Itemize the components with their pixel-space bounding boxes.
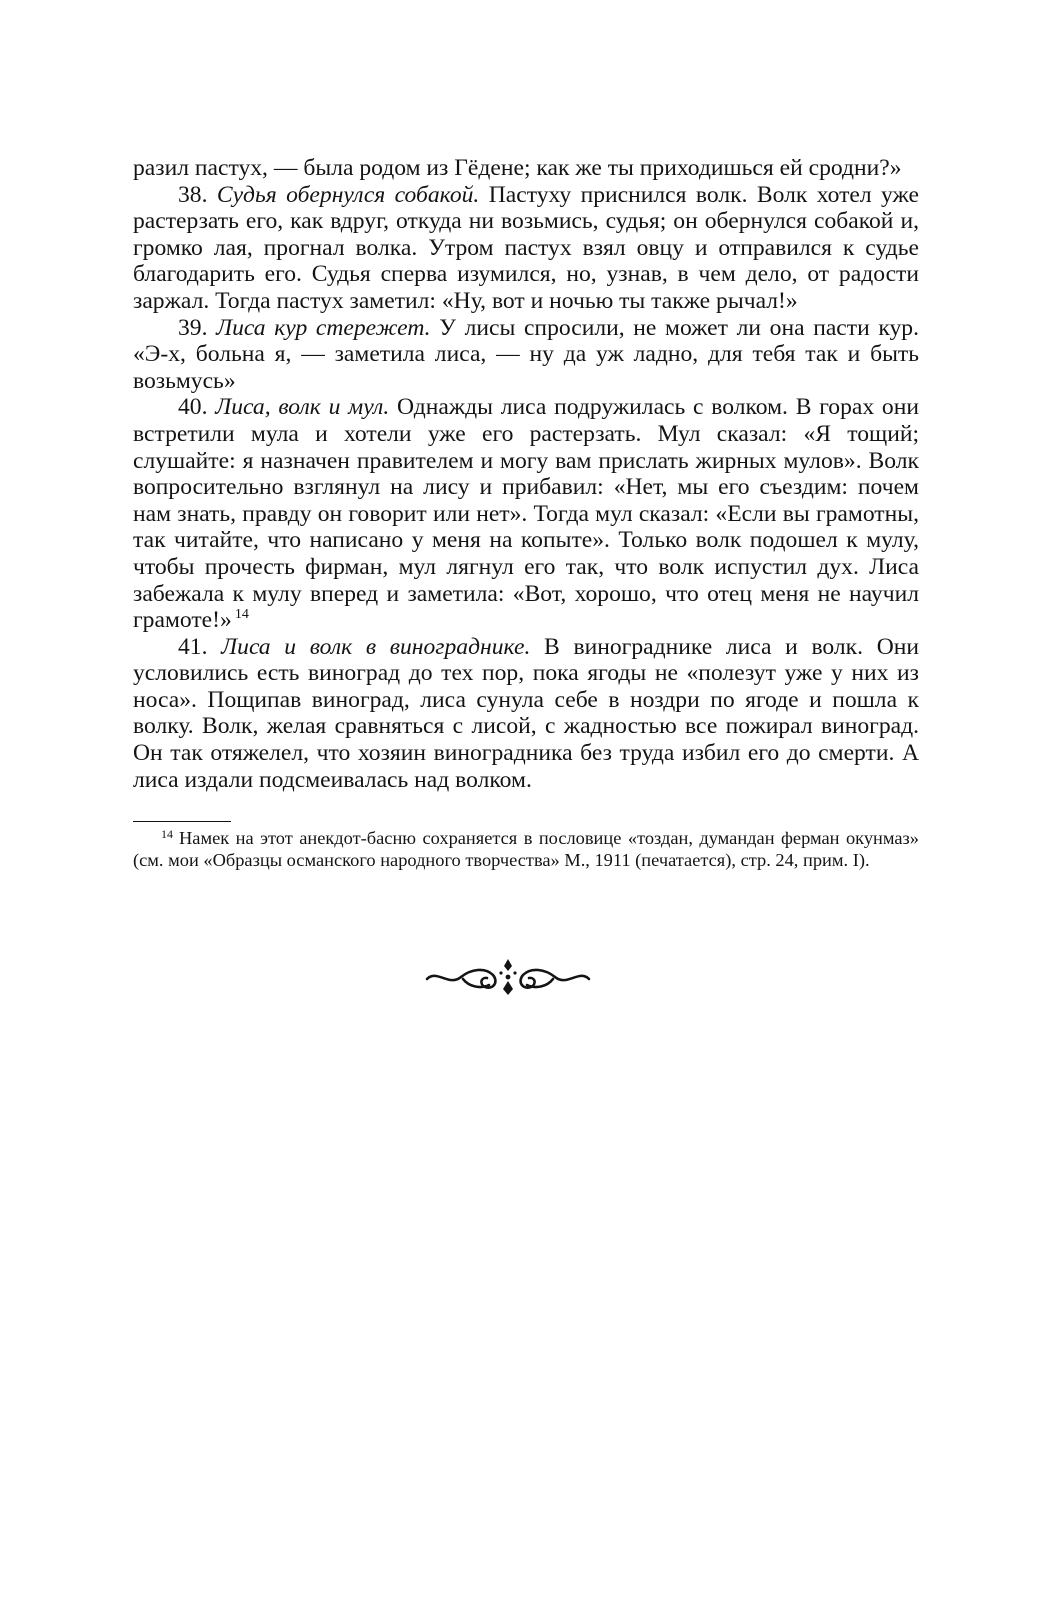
story-title: Судья обернулся собакой. xyxy=(216,181,480,208)
story-number: 39. xyxy=(178,314,208,341)
paragraph-38 xyxy=(133,182,919,315)
story-number: 41. xyxy=(178,633,208,660)
paragraph-text: Однажды лиса подружилась с волком. В горах они встретили мула и хотели уже его растерзать. Мул сказал: «Я тощий; слушайте: я назначен правителем и могу вам прислать жирных мулов». Волк вопросительно взглянул на лису и прибавил: «Нет, мы его съездим: почем нам знать, правду он говорит или нет». Тогда мул сказал: «Если вы грамотны, так читайте, что написано у меня на копыте». Только волк подошел к мулу, чтобы прочесть фирман, мул лягнул его так, что волк испустил дух. Лиса забежала к мулу вперед и заметила: «Вот, хорошо, что отец меня не научил грамоте!» xyxy=(133,394,919,634)
paragraph-text: разил пастух, — была родом из Гёдене; как же ты приходишься ей сродни?» xyxy=(133,155,902,181)
body-text xyxy=(133,155,919,793)
footnote-text-block xyxy=(133,828,919,871)
paragraph-text: В винограднике лиса и волк. Они условились есть виноград до тех пор, пока ягоды не «полезут уже у них из носа». Пощипав виноград, лиса сунула себе в ноздри по ягоде и пошла к волку. Волк, желая сравняться с лисой, с жадностью все пожирал виноград. Он так отяжелел, что хозяин виноградника без труда избил его до смерти. А лиса издали подсмеивалась над волком. xyxy=(133,633,920,793)
footnote-reference[interactable]: 14 xyxy=(234,607,249,623)
paragraph-continuation xyxy=(133,155,919,182)
footnote-divider xyxy=(133,821,231,822)
paragraph-41 xyxy=(133,634,919,794)
story-title: Лиса кур стережет. xyxy=(216,314,431,341)
story-title: Лиса и волк в винограднике. xyxy=(221,633,531,660)
paragraph-text: Пастуху приснился волк. Волк хотел уже растерзать его, как вдруг, откуда ни возьмись, судья; он обернулся собакой и, громко лая, прогнал волка. Утром пастух взял овцу и отправился к судье благодарить его. Судья сперва изумился, но, узнав, в чем дело, от радости заржал. Тогда пастух заметил: «Ну, вот и ночью ты также рычал!» xyxy=(133,181,920,314)
book-page xyxy=(133,155,919,871)
story-number: 38. xyxy=(178,181,208,208)
paragraph-40 xyxy=(133,394,919,633)
story-title: Лиса, волк и мул. xyxy=(215,394,390,421)
story-number: 40. xyxy=(178,394,208,421)
scroll-fleuron-icon xyxy=(423,957,593,997)
footnote-mark: 14 xyxy=(161,827,173,842)
footnote xyxy=(133,828,919,871)
paragraph-text: У лисы спросили, не может ли она пасти кур. «Э-х, больна я, — заметила лиса, — ну да уж ладно, для тебя так и быть возьмусь» xyxy=(133,314,919,394)
paragraph-39 xyxy=(133,315,919,395)
footnote-text: Намек на этот анекдот-басню сохраняется в пословице «тоздан, думандан ферман окунмаз» (см. мои «Образцы османского народного творчества» М., 1911 (печатается), стр. 24, прим. I). xyxy=(133,828,919,870)
